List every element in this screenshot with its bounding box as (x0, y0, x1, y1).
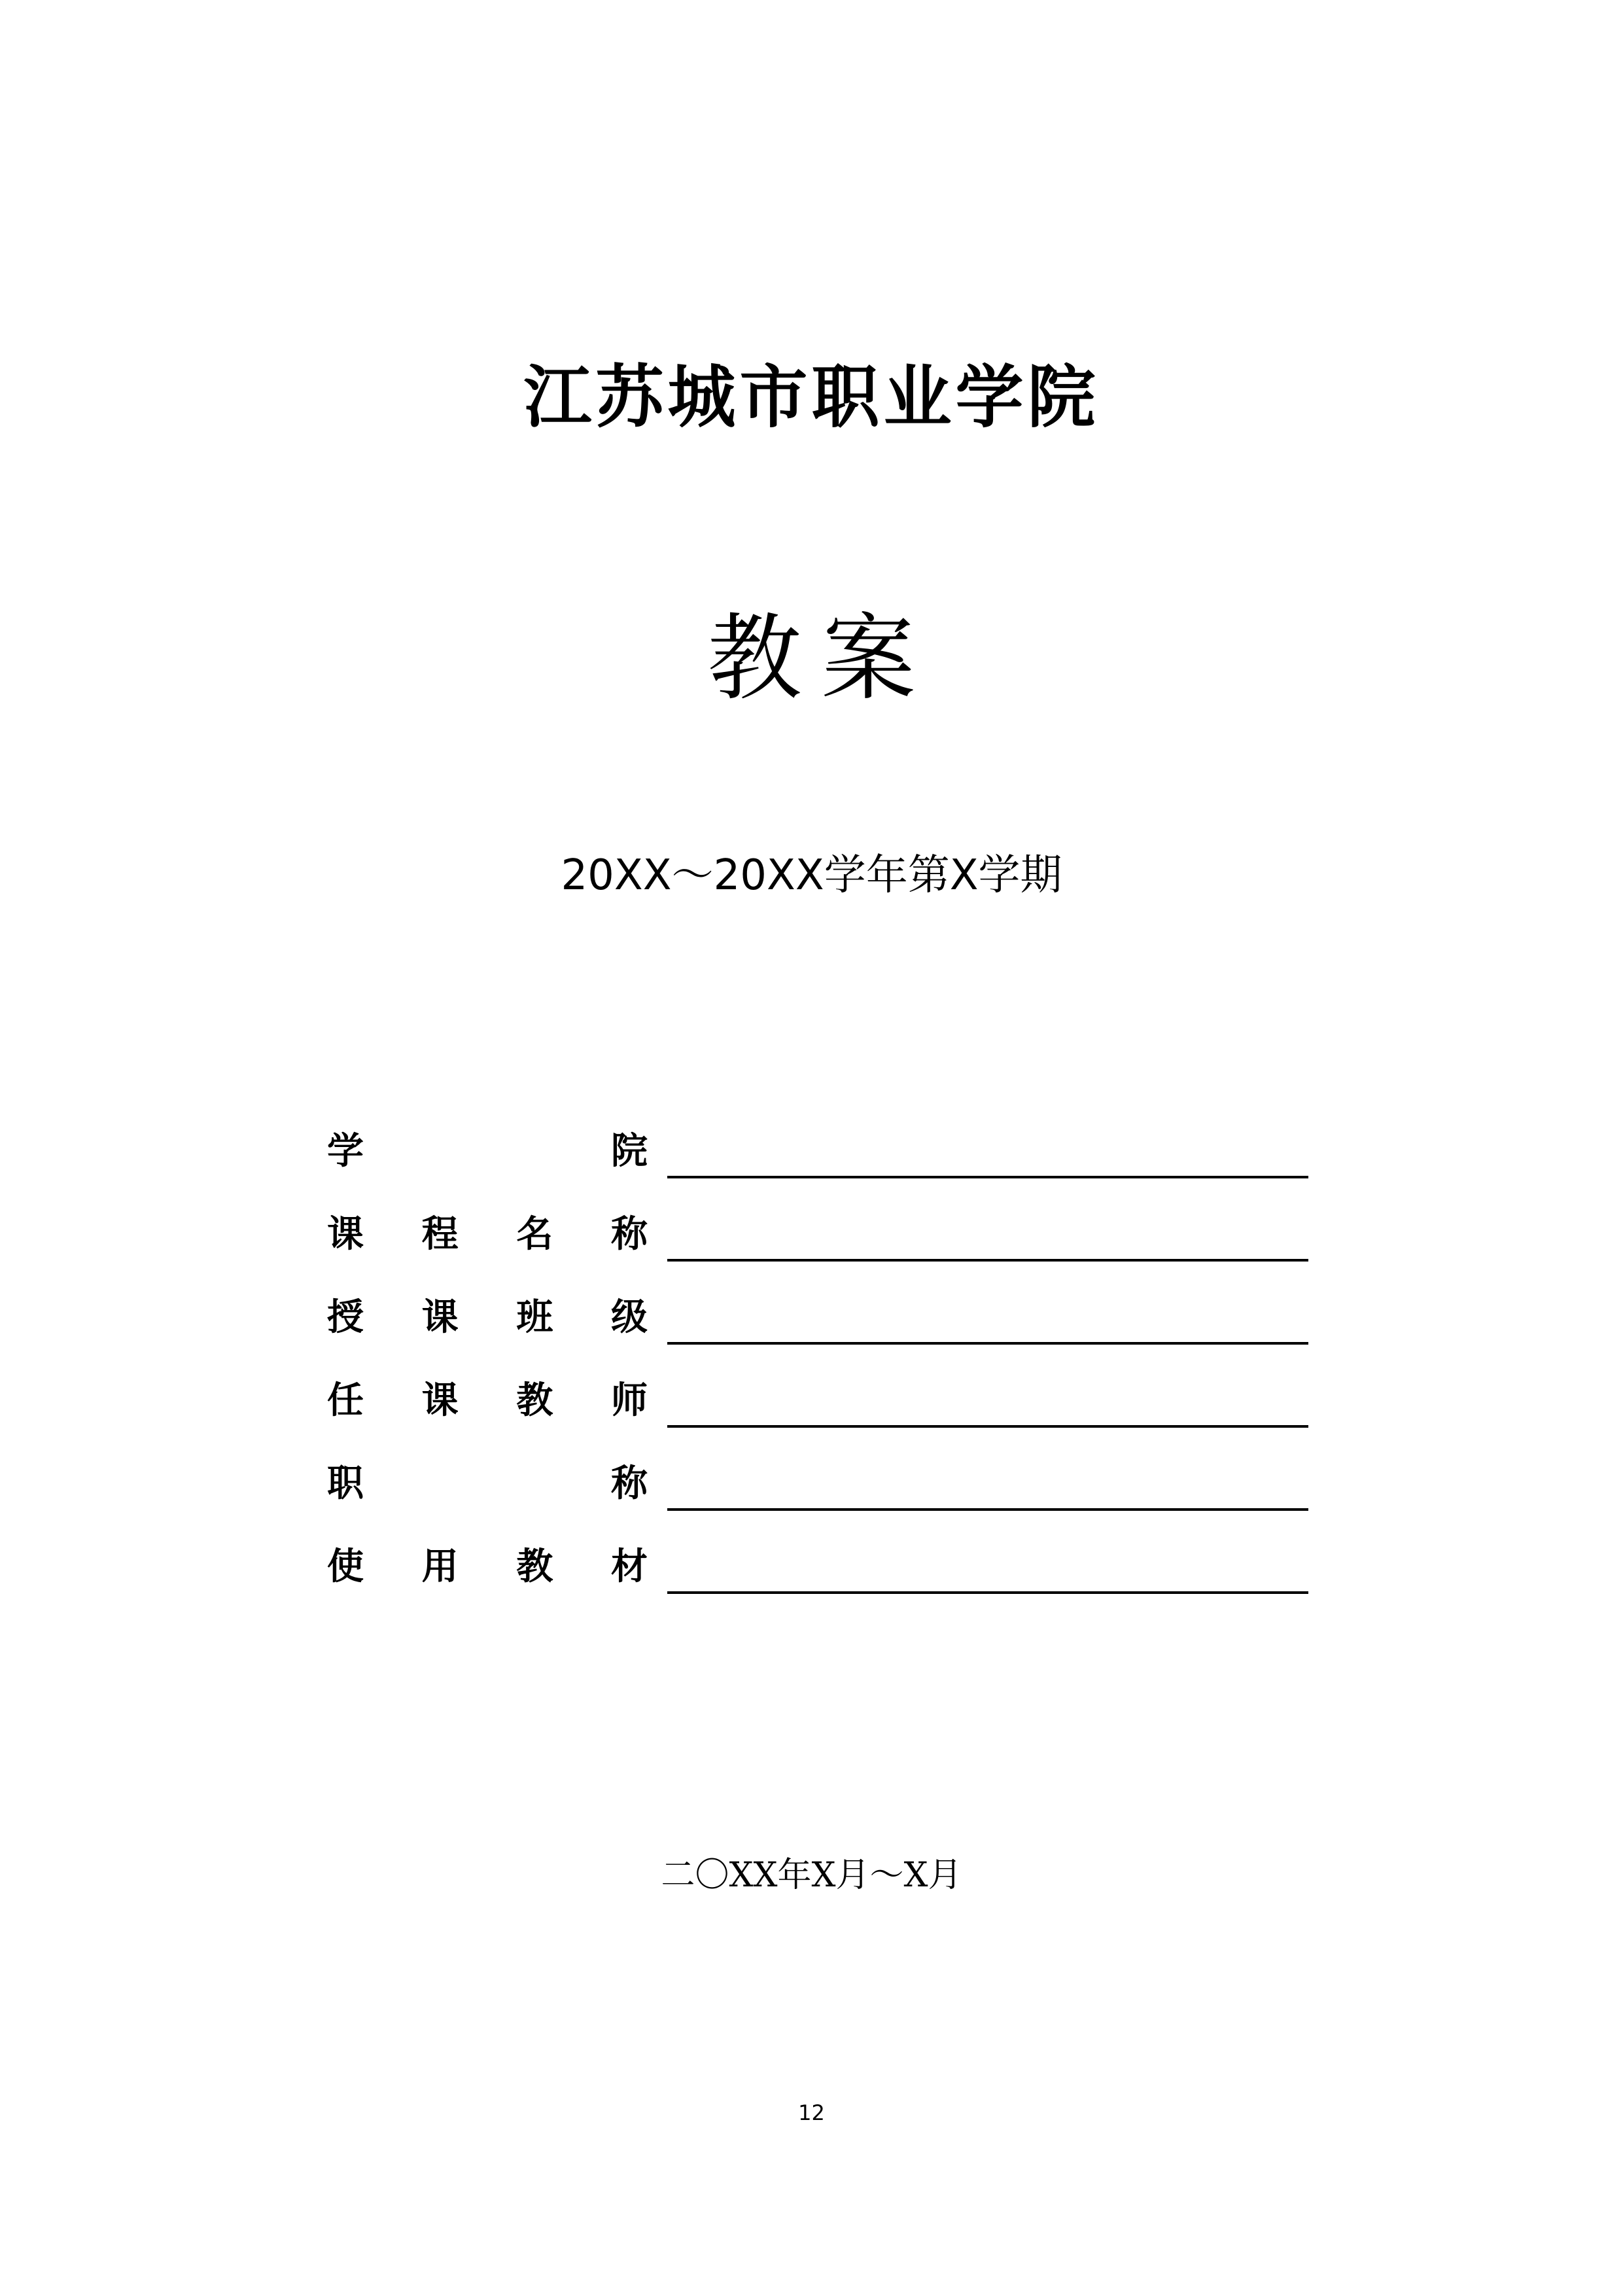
label-char (422, 1133, 459, 1169)
form-blank-course-name[interactable] (667, 1259, 1308, 1262)
label-char: 教 (516, 1379, 553, 1422)
label-char (422, 1465, 459, 1502)
label-char: 授 (327, 1296, 364, 1339)
form-label-college (327, 1129, 648, 1173)
label-char: 任 (327, 1379, 364, 1422)
label-char: 名 (516, 1212, 553, 1256)
label-char: 用 (421, 1545, 459, 1588)
label-char: 课 (421, 1296, 459, 1339)
academic-term: 20XX～20XX学年第X学期 (561, 851, 1062, 900)
form-blank-textbook[interactable] (667, 1591, 1308, 1594)
label-char: 级 (610, 1296, 648, 1339)
label-char: 称 (610, 1212, 648, 1256)
form-blank-teacher[interactable] (667, 1425, 1308, 1428)
label-char: 院 (610, 1129, 648, 1173)
form-label-textbook (327, 1545, 648, 1588)
label-char: 职 (327, 1462, 364, 1505)
label-char: 材 (610, 1545, 648, 1588)
form-blank-title[interactable] (667, 1508, 1308, 1511)
label-char: 程 (421, 1212, 459, 1256)
label-char: 学 (327, 1129, 364, 1173)
form-row-title (327, 1448, 1308, 1531)
form-label-course-name (327, 1212, 648, 1256)
label-char: 使 (327, 1545, 364, 1588)
form-label-teacher (327, 1379, 648, 1422)
label-char: 称 (610, 1462, 648, 1505)
form-row-course-name (327, 1199, 1308, 1282)
label-char: 教 (516, 1545, 553, 1588)
page-number: 12 (798, 2100, 825, 2125)
document-title: 教案 (707, 603, 935, 713)
label-char: 课 (327, 1212, 364, 1256)
institution-name: 江苏城市职业学院 (523, 357, 1100, 437)
label-char: 课 (421, 1379, 459, 1422)
form-row-teacher (327, 1365, 1308, 1448)
form-row-class (327, 1282, 1308, 1365)
form-label-title (327, 1462, 648, 1505)
label-char (516, 1133, 553, 1169)
form-blank-class[interactable] (667, 1342, 1308, 1345)
form-blank-college[interactable] (667, 1176, 1308, 1178)
form-row-college (327, 1116, 1308, 1199)
label-char (516, 1465, 553, 1502)
label-char: 班 (516, 1296, 553, 1339)
date-range: 二〇XX年X月～X月 (661, 1856, 962, 1895)
info-form (327, 1116, 1308, 1614)
label-char: 师 (610, 1379, 648, 1422)
form-row-textbook (327, 1531, 1308, 1614)
form-label-class (327, 1296, 648, 1339)
